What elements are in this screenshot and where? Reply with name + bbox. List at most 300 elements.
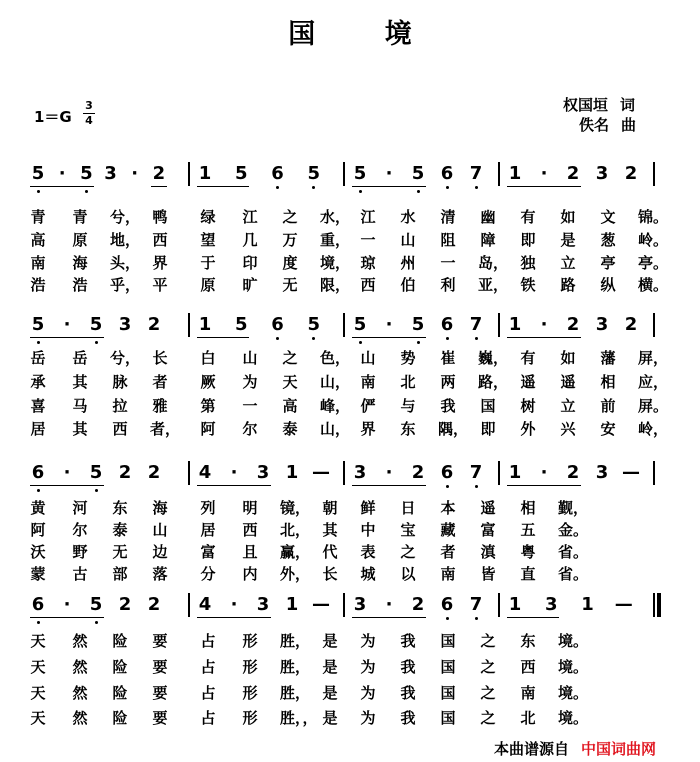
note-digit: 1: [198, 314, 212, 335]
lyric-line: [0, 347, 700, 369]
lyric-char: 相: [520, 499, 536, 517]
note-digit: 2: [147, 594, 161, 615]
lyric-char: 居: [30, 420, 46, 438]
octave-dot-lower: [37, 190, 40, 193]
lyric-line: [0, 497, 700, 519]
lyric-char: 边: [152, 543, 168, 561]
lyric-char: 中: [360, 521, 376, 539]
lyric-char: 一: [242, 397, 258, 415]
lyric-char: 野: [72, 543, 88, 561]
note-digit: 1: [508, 594, 522, 615]
octave-dot-lower: [475, 617, 478, 620]
octave-dot-lower: [37, 489, 40, 492]
note-digit: 7: [469, 462, 483, 483]
note-digit: 3: [595, 314, 609, 335]
time-signature: [82, 99, 96, 128]
note-digit: 3: [118, 314, 132, 335]
augmentation-dot: ·: [385, 462, 393, 483]
lyric-char: 要: [152, 658, 168, 676]
eighth-underline: [507, 485, 581, 486]
lyric-line: [0, 206, 700, 228]
song-title: 国 境: [288, 19, 442, 50]
lyric-char: 省。: [558, 543, 589, 561]
lyric-char: 高: [282, 397, 298, 415]
lyric-char: 长: [322, 565, 338, 583]
lyric-char: 西: [242, 521, 258, 539]
lyric-char: 琼: [360, 254, 376, 272]
lyric-char: 应，: [638, 373, 669, 391]
staff-system-2: [0, 314, 700, 340]
octave-dot-lower: [446, 186, 449, 189]
eighth-underline: [507, 186, 581, 187]
note-digit: 5: [411, 163, 425, 184]
footer-source-label: 本曲谱源自: [494, 740, 570, 758]
barline: [343, 313, 345, 337]
octave-dot-lower: [95, 341, 98, 344]
octave-dot-lower: [312, 337, 315, 340]
lyric-char: 印: [242, 254, 258, 272]
lyric-char: 度: [282, 254, 298, 272]
lyric-char: 朝: [322, 499, 338, 517]
lyric-char: 巍，: [478, 349, 509, 367]
lyric-char: 险: [112, 658, 128, 676]
lyric-char: 崔: [440, 349, 456, 367]
lyric-char: 宝: [400, 521, 416, 539]
lyric-char: 我: [440, 397, 456, 415]
note-digit: 1: [198, 163, 212, 184]
lyric-char: 尔: [72, 521, 88, 539]
barline: [498, 461, 500, 485]
lyric-char: 蒙: [30, 565, 46, 583]
lyric-char: 亭。: [638, 254, 669, 272]
lyric-char: 直: [520, 565, 536, 583]
lyric-char: 城: [360, 565, 376, 583]
lyric-char: 为: [360, 632, 376, 650]
barline: [653, 313, 655, 337]
note-digit: 5: [411, 314, 425, 335]
lyric-char: 我: [400, 658, 416, 676]
time-signature-numerator: 3: [85, 99, 93, 112]
eighth-underline: [197, 337, 249, 338]
lyric-char: 兮，: [110, 349, 141, 367]
note-digit: 2: [624, 163, 638, 184]
lyric-char: 胜，: [280, 684, 311, 702]
lyric-char: 路，: [478, 373, 509, 391]
note-digit: 2: [152, 163, 166, 184]
lyricist-name: 权国垣: [563, 96, 609, 114]
note-digit: 6: [440, 314, 454, 335]
augmentation-dot: ·: [540, 314, 548, 335]
lyric-char: 本: [440, 499, 456, 517]
note-digit: 6: [271, 314, 284, 335]
lyric-line: [0, 274, 700, 296]
lyric-char: 遥: [560, 373, 576, 391]
lyric-line: [0, 656, 700, 678]
lyric-char: 峰，: [320, 397, 351, 415]
note-digit: 6: [31, 462, 45, 483]
augmentation-dot: ·: [63, 314, 71, 335]
lyric-char: 绿: [200, 208, 216, 226]
lyric-char: 亚，: [478, 276, 509, 294]
lyric-char: 与: [400, 397, 416, 415]
lyric-char: 占: [200, 658, 216, 676]
lyric-char: 一: [440, 254, 456, 272]
lyric-char: 且: [242, 543, 258, 561]
lyric-char: 水，: [320, 208, 351, 226]
lyric-char: 山: [360, 349, 376, 367]
octave-dot-lower: [417, 190, 420, 193]
augmentation-dot: ·: [385, 594, 393, 615]
lyric-char: 山: [242, 349, 258, 367]
lyric-char: 形: [242, 658, 258, 676]
note-digit: 3: [353, 594, 367, 615]
note-digit: 5: [31, 314, 45, 335]
lyric-char: 分: [200, 565, 216, 583]
lyric-char: 无: [282, 276, 298, 294]
lyric-char: 阻: [440, 231, 456, 249]
note-digit: 5: [234, 314, 248, 335]
note-digit: 5: [307, 163, 321, 184]
lyric-char: 内: [242, 565, 258, 583]
lyric-char: 厥: [200, 373, 216, 391]
note-digit: 2: [411, 462, 425, 483]
lyric-char: 白: [200, 349, 216, 367]
note-digit: 7: [469, 163, 483, 184]
eighth-underline: [151, 186, 167, 187]
lyric-char: 屏。: [638, 397, 669, 415]
lyric-char: 险: [112, 684, 128, 702]
eighth-underline: [30, 186, 94, 187]
lyric-char: 占: [200, 632, 216, 650]
dash-extension: —: [622, 462, 640, 483]
eighth-underline: [197, 485, 271, 486]
lyric-char: 是: [322, 658, 338, 676]
lyric-char: 南: [520, 684, 536, 702]
note-digit: 5: [31, 163, 45, 184]
octave-dot-lower: [95, 489, 98, 492]
note-digit: 3: [595, 163, 609, 184]
lyric-line: [0, 519, 700, 541]
lyric-char: 海: [152, 499, 168, 517]
note-digit: 1: [285, 462, 299, 483]
octave-dot-lower: [276, 186, 279, 189]
note-digit: 2: [566, 314, 580, 335]
dash-extension: —: [312, 594, 330, 615]
lyric-char: 旷: [242, 276, 258, 294]
lyric-char: 尔: [242, 420, 258, 438]
note-digit: 2: [566, 163, 580, 184]
lyric-line: [0, 371, 700, 393]
lyric-char: 岛，: [478, 254, 509, 272]
octave-dot-lower: [95, 621, 98, 624]
lyric-char: 天: [282, 373, 298, 391]
staff-system-3: [0, 462, 700, 488]
note-digit: 3: [256, 462, 270, 483]
lyric-char: 岳: [30, 349, 46, 367]
dash-extension: —: [312, 462, 330, 483]
lyric-char: 势: [400, 349, 416, 367]
barline: [343, 593, 345, 617]
octave-dot-lower: [446, 337, 449, 340]
lyric-char: 限，: [320, 276, 351, 294]
lyric-char: 滇: [480, 543, 496, 561]
eighth-underline: [197, 186, 249, 187]
lyric-char: 五: [520, 521, 536, 539]
augmentation-dot: ·: [63, 594, 71, 615]
octave-dot-lower: [312, 186, 315, 189]
lyric-char: 境。: [558, 632, 589, 650]
lyric-char: 其: [72, 420, 88, 438]
note-digit: 5: [307, 314, 321, 335]
eighth-underline: [197, 617, 271, 618]
note-digit: 7: [469, 314, 483, 335]
lyric-char: 重，: [320, 231, 351, 249]
note-digit: 2: [566, 462, 580, 483]
lyric-char: 之: [400, 543, 416, 561]
lyric-char: 我: [400, 632, 416, 650]
lyric-char: 兴: [560, 420, 576, 438]
octave-dot-lower: [475, 186, 478, 189]
lyric-line: [0, 630, 700, 652]
lyric-char: 承: [30, 373, 46, 391]
augmentation-dot: ·: [230, 594, 238, 615]
lyric-char: 列: [200, 499, 216, 517]
lyric-char: 是: [322, 684, 338, 702]
lyric-char: 之: [282, 208, 298, 226]
barline: [498, 162, 500, 186]
lyric-char: 锦。: [638, 208, 669, 226]
lyric-char: 有: [520, 208, 536, 226]
lyric-char: 隅，: [438, 420, 469, 438]
lyric-char: 居: [200, 521, 216, 539]
lyric-char: 横。: [638, 276, 669, 294]
octave-dot-lower: [446, 617, 449, 620]
note-digit: 1: [508, 314, 522, 335]
lyric-char: 青: [30, 208, 46, 226]
lyric-char: 富: [480, 521, 496, 539]
lyric-char: 路: [560, 276, 576, 294]
composer-role: 曲: [621, 116, 637, 134]
lyric-char: 几: [242, 231, 258, 249]
augmentation-dot: ·: [63, 462, 71, 483]
footer-site-name: 中国词曲网: [581, 740, 657, 758]
lyric-char: 西: [360, 276, 376, 294]
note-digit: 7: [469, 594, 483, 615]
lyric-char: 即: [480, 420, 496, 438]
barline: [188, 593, 190, 617]
lyric-char: 遥: [480, 499, 496, 517]
lyric-char: 纵: [600, 276, 616, 294]
lyric-char: 南: [30, 254, 46, 272]
lyric-char: 天: [30, 632, 46, 650]
lyric-char: 落: [152, 565, 168, 583]
note-digit: 6: [440, 462, 454, 483]
key-signature: 1＝G: [34, 108, 72, 126]
lyric-char: 青: [72, 208, 88, 226]
augmentation-dot: ·: [540, 163, 548, 184]
eighth-underline: [507, 617, 559, 618]
lyric-char: 占: [200, 684, 216, 702]
eighth-underline: [352, 337, 426, 338]
lyric-char: 地，: [110, 231, 141, 249]
note-digit: 5: [89, 594, 103, 615]
lyric-char: 外，: [280, 565, 311, 583]
lyric-char: 境。: [558, 709, 589, 727]
barline: [653, 461, 655, 485]
lyric-char: 安: [600, 420, 616, 438]
lyric-char: 如: [560, 349, 576, 367]
lyric-char: 阿: [30, 521, 46, 539]
lyric-char: 岭，: [638, 420, 669, 438]
octave-dot-lower: [85, 190, 88, 193]
lyric-char: 金。: [558, 521, 589, 539]
lyric-char: 雅: [152, 397, 168, 415]
octave-dot-lower: [276, 337, 279, 340]
lyric-char: 富: [200, 543, 216, 561]
lyric-char: 江: [360, 208, 376, 226]
lyric-char: 遥: [520, 373, 536, 391]
lyric-char: 境，: [320, 254, 351, 272]
lyric-char: 外: [520, 420, 536, 438]
lyric-char: 伯: [400, 276, 416, 294]
barline: [188, 461, 190, 485]
note-digit: 2: [147, 462, 161, 483]
lyric-char: 国: [440, 684, 456, 702]
lyric-char: 屏，: [638, 349, 669, 367]
lyric-char: 黄: [30, 499, 46, 517]
note-digit: 5: [353, 163, 367, 184]
lyric-char: 古: [72, 565, 88, 583]
note-digit: 6: [440, 594, 454, 615]
lyric-char: 水: [400, 208, 416, 226]
barline: [498, 313, 500, 337]
lyric-char: 境。: [558, 684, 589, 702]
lyric-char: 之: [480, 658, 496, 676]
augmentation-dot: ·: [131, 163, 139, 184]
note-digit: 2: [118, 462, 132, 483]
lyric-char: 江: [242, 208, 258, 226]
lyric-char: 铁: [520, 276, 536, 294]
lyric-char: 省。: [558, 565, 589, 583]
augmentation-dot: ·: [385, 163, 393, 184]
lyric-char: 亭: [600, 254, 616, 272]
lyric-char: 头，: [110, 254, 141, 272]
lyric-char: 天: [30, 684, 46, 702]
lyric-line: [0, 229, 700, 251]
lyric-char: 日: [400, 499, 416, 517]
lyric-char: 是: [322, 632, 338, 650]
lyric-char: 乎，: [110, 276, 141, 294]
lyric-char: 赢，: [280, 543, 311, 561]
lyric-char: 幽: [480, 208, 496, 226]
lyric-char: 有: [520, 349, 536, 367]
lyric-char: 西: [520, 658, 536, 676]
lyric-char: 觐，: [558, 499, 589, 517]
octave-dot-lower: [446, 485, 449, 488]
lyric-char: 之: [282, 349, 298, 367]
lyric-char: 然: [72, 632, 88, 650]
lyric-char: 东: [400, 420, 416, 438]
note-digit: 1: [508, 163, 522, 184]
eighth-underline: [30, 485, 104, 486]
lyric-char: 要: [152, 632, 168, 650]
lyric-char: 平: [152, 276, 168, 294]
note-digit: 2: [118, 594, 132, 615]
lyric-char: 河: [72, 499, 88, 517]
lyric-char: 清: [440, 208, 456, 226]
lyric-char: 国: [480, 397, 496, 415]
barline: [188, 313, 190, 337]
note-digit: 2: [624, 314, 638, 335]
lyric-char: 国: [440, 632, 456, 650]
augmentation-dot: ·: [385, 314, 393, 335]
lyric-line: [0, 707, 700, 729]
lyric-line: [0, 395, 700, 417]
lyric-char: 南: [440, 565, 456, 583]
lyric-char: 形: [242, 632, 258, 650]
lyric-char: 无: [112, 543, 128, 561]
lyric-char: 要: [152, 709, 168, 727]
lyric-char: 脉: [112, 373, 128, 391]
lyricist-role: 词: [620, 96, 636, 114]
note-digit: 3: [544, 594, 558, 615]
barline: [188, 162, 190, 186]
note-digit: 3: [256, 594, 270, 615]
note-digit: 3: [353, 462, 367, 483]
lyric-char: 部: [112, 565, 128, 583]
lyric-char: 如: [560, 208, 576, 226]
lyric-char: 鸭: [152, 208, 168, 226]
lyric-char: 表: [360, 543, 376, 561]
lyric-char: 泰: [282, 420, 298, 438]
lyric-char: 代: [322, 543, 338, 561]
lyric-char: 为: [242, 373, 258, 391]
lyric-char: 俨: [360, 397, 376, 415]
lyric-char: 葱: [600, 231, 616, 249]
lyric-char: 州: [400, 254, 416, 272]
lyric-line: [0, 418, 700, 440]
barline: [653, 593, 655, 617]
lyric-char: 者: [440, 543, 456, 561]
lyric-char: 然: [72, 684, 88, 702]
lyric-char: 原: [72, 231, 88, 249]
staff-system-1: [0, 163, 700, 189]
octave-dot-lower: [359, 190, 362, 193]
lyric-char: 浩: [72, 276, 88, 294]
lyric-char: 国: [440, 709, 456, 727]
eighth-underline: [352, 186, 426, 187]
note-digit: 6: [31, 594, 45, 615]
lyric-char: 南: [360, 373, 376, 391]
lyric-char: 之: [480, 632, 496, 650]
lyric-char: 色，: [320, 349, 351, 367]
note-digit: 3: [595, 462, 609, 483]
lyric-char: 原: [200, 276, 216, 294]
note-digit: 1: [285, 594, 299, 615]
note-digit: 5: [80, 163, 93, 184]
lyric-char: 海: [72, 254, 88, 272]
eighth-underline: [30, 337, 104, 338]
lyric-char: 为: [360, 709, 376, 727]
lyric-char: 胜，: [280, 658, 311, 676]
lyric-char: 望: [200, 231, 216, 249]
lyric-char: 我: [400, 709, 416, 727]
lyric-char: 泰: [112, 521, 128, 539]
dash-extension: —: [614, 594, 633, 615]
lyric-char: 天: [30, 658, 46, 676]
note-digit: 1: [581, 594, 594, 615]
lyric-char: 界: [360, 420, 376, 438]
